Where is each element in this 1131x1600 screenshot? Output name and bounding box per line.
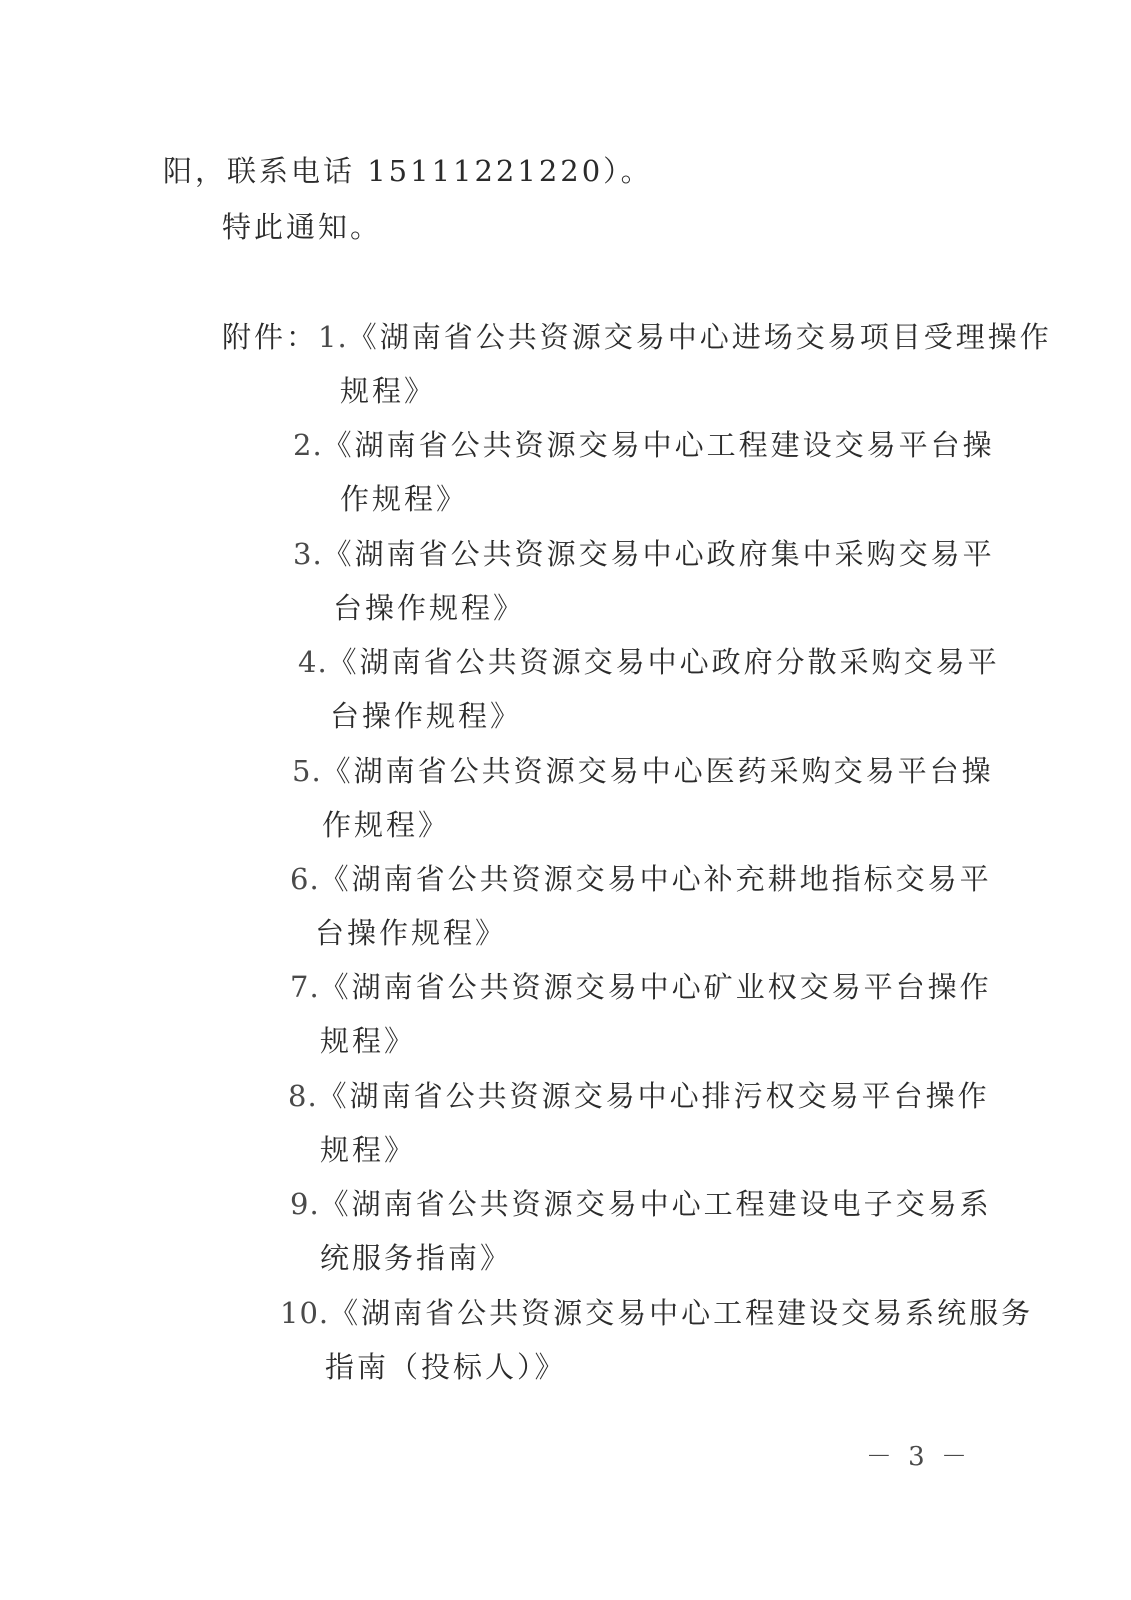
attachment-number: 6. <box>290 862 320 896</box>
attachment-item-3 <box>293 535 995 573</box>
attachment-title: 《湖南省公共资源交易中心排污权交易平台操作 <box>317 1079 990 1113</box>
attachment-title: 《湖南省公共资源交易中心矿业权交易平台操作 <box>319 970 992 1004</box>
attachment-number: 2. <box>293 428 323 462</box>
attachment-title-continued: 统服务指南》 <box>320 1241 513 1275</box>
attachment-title-continued: 台操作规程》 <box>333 591 526 625</box>
contact-line: 阳，联系电话 15111221220）。 <box>163 154 653 188</box>
attachment-item-6 <box>290 860 992 898</box>
attachment-item-4 <box>298 643 1000 681</box>
attachment-number: 7. <box>290 970 320 1004</box>
attachment-number: 8. <box>288 1079 318 1113</box>
attachment-title: 《湖南省公共资源交易中心工程建设电子交易系 <box>319 1187 992 1221</box>
attachment-title-continued: 规程》 <box>320 1133 417 1167</box>
closing-text: 特此通知。 <box>222 210 383 244</box>
attachment-number: 9. <box>290 1187 320 1221</box>
attachment-number: 10. <box>280 1296 330 1330</box>
attachment-title-continued: 台操作规程》 <box>315 916 508 950</box>
attachment-item-10 <box>280 1294 1033 1332</box>
attachment-title: 《湖南省公共资源交易中心进场交易项目受理操作 <box>347 320 1052 354</box>
attachment-title-continued: 作规程》 <box>322 808 451 842</box>
attachment-title-continued: 规程》 <box>340 374 437 408</box>
attachment-title-continued: 规程》 <box>320 1024 417 1058</box>
attachment-item-7 <box>290 968 992 1006</box>
attachment-item-2 <box>293 426 995 464</box>
attachment-title: 《湖南省公共资源交易中心工程建设交易平台操 <box>322 428 995 462</box>
attachment-item-1 <box>222 318 1052 356</box>
attachment-number: 1. <box>318 320 348 354</box>
attachment-number: 3. <box>293 537 323 571</box>
attachment-number: 4. <box>298 645 328 679</box>
attachment-item-8 <box>288 1077 990 1115</box>
attachment-item-9 <box>290 1185 992 1223</box>
page-number: － 3 － <box>865 1442 971 1472</box>
attachment-item-5 <box>292 752 994 790</box>
attachment-title: 《湖南省公共资源交易中心政府集中采购交易平 <box>322 537 995 571</box>
attachment-title: 《湖南省公共资源交易中心补充耕地指标交易平 <box>319 862 992 896</box>
attachment-number: 5. <box>292 754 322 788</box>
attachment-title: 《湖南省公共资源交易中心工程建设交易系统服务 <box>329 1296 1034 1330</box>
attachment-label: 附件： <box>222 320 319 354</box>
attachment-title-continued: 指南（投标人）》 <box>325 1350 567 1384</box>
attachment-title: 《湖南省公共资源交易中心政府分散采购交易平 <box>327 645 1000 679</box>
attachment-title-continued: 作规程》 <box>340 482 469 516</box>
attachment-title-continued: 台操作规程》 <box>330 699 523 733</box>
attachment-title: 《湖南省公共资源交易中心医药采购交易平台操 <box>321 754 994 788</box>
